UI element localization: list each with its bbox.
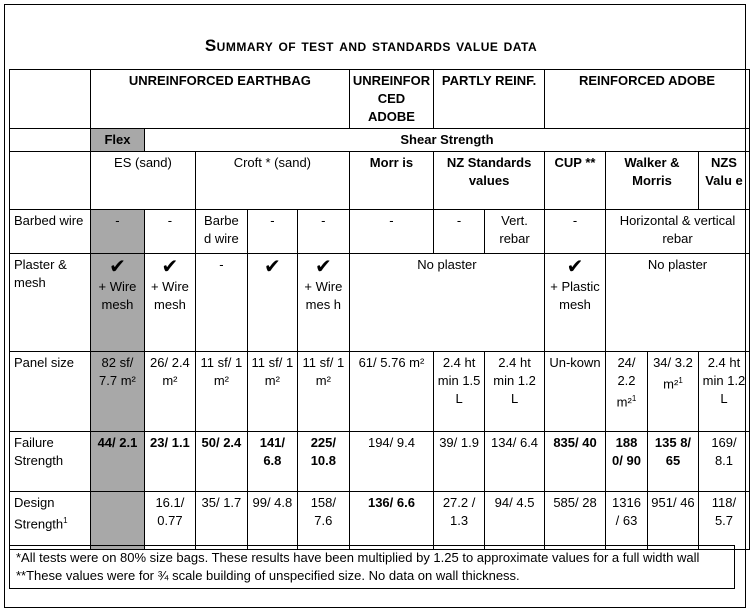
table-cell: 82 sf/ 7.7 m² — [90, 352, 144, 432]
cell-text: + Wire mesh — [150, 279, 189, 312]
checkmark-icon: ✔ — [109, 256, 126, 278]
source-nz-standards: NZ Standards values — [434, 152, 545, 210]
row-label-panel-size: Panel size — [10, 352, 91, 432]
group-reinforced-adobe: REINFORCED ADOBE — [545, 70, 750, 129]
table-cell — [90, 492, 144, 550]
shear-strength-header: Shear Strength — [144, 129, 749, 152]
table-cell: 118/ 5.7 — [698, 492, 749, 550]
cell-text: + Wire mes h — [304, 279, 343, 312]
table-cell: Horizontal & vertical rebar — [606, 210, 750, 254]
table-cell: - — [349, 210, 433, 254]
table-cell: 11 sf/ 1 m² — [297, 352, 349, 432]
table-cell: 16.1/ 0.77 — [144, 492, 195, 550]
row-label-plaster-mesh: Plaster & mesh — [10, 254, 91, 352]
table-cell: 61/ 5.76 m² — [349, 352, 433, 432]
checkmark-icon: ✔ — [566, 256, 584, 278]
table-cell — [545, 254, 606, 352]
table-cell: 158/ 7.6 — [297, 492, 349, 550]
table-cell: 2.4 ht min 1.2 L — [485, 352, 545, 432]
footnote-marker: 1 — [678, 376, 683, 385]
table-cell: 23/ 1.1 — [144, 432, 195, 492]
table-cell: - — [90, 210, 144, 254]
source-morris: Morr is — [349, 152, 433, 210]
table-cell: - — [545, 210, 606, 254]
table-cell: 44/ 2.1 — [90, 432, 144, 492]
checkmark-icon: ✔ — [161, 256, 179, 278]
table-cell: Barbe d wire — [195, 210, 247, 254]
checkmark-icon: ✔ — [314, 256, 332, 278]
table-cell: - — [297, 210, 349, 254]
source-nzs: NZS Valu e — [698, 152, 749, 210]
table-cell: 11 sf/ 1 m² — [247, 352, 297, 432]
table-cell — [606, 352, 648, 432]
group-unreinforced-earthbag: UNREINFORCED EARTHBAG — [90, 70, 349, 129]
footnote-marker: 1 — [631, 394, 637, 403]
table-cell: 136/ 6.6 — [349, 492, 433, 550]
table-cell — [90, 254, 144, 352]
table-cell: 39/ 1.9 — [434, 432, 485, 492]
corner-cell — [10, 70, 91, 129]
table-cell: Un-kown — [545, 352, 606, 432]
table-cell: 835/ 40 — [545, 432, 606, 492]
table-cell: 135 8/ 65 — [647, 432, 698, 492]
checkmark-icon: ✔ — [263, 256, 281, 278]
cell-text: Design Strength — [14, 495, 64, 532]
table-cell: - — [247, 210, 297, 254]
page-title: Summary of test and standards value data — [204, 36, 538, 55]
table-cell: 99/ 4.8 — [247, 492, 297, 550]
table-cell — [647, 352, 698, 432]
table-cell: 225/ 10.8 — [297, 432, 349, 492]
table-cell: No plaster — [349, 254, 544, 352]
table-cell — [297, 254, 349, 352]
footnotes — [9, 545, 735, 589]
table-cell: 134/ 6.4 — [485, 432, 545, 492]
source-cup: CUP ** — [545, 152, 606, 210]
table-cell — [144, 254, 195, 352]
source-es: ES (sand) — [90, 152, 195, 210]
cell-text: 24/ 2.2 m² — [616, 355, 636, 410]
table-cell: 35/ 1.7 — [195, 492, 247, 550]
table-cell: 2.4 ht min 1.2 L — [698, 352, 749, 432]
table-cell: 141/ 6.8 — [247, 432, 297, 492]
empty-label-cell — [10, 152, 91, 210]
cell-text: 34/ 3.2 m² — [653, 355, 693, 392]
source-croft: Croft * (sand) — [195, 152, 349, 210]
footnote-marker: 1 — [63, 516, 68, 525]
table-cell: 94/ 4.5 — [485, 492, 545, 550]
table-cell: 1316 / 63 — [606, 492, 648, 550]
table-cell: 951/ 46 — [647, 492, 698, 550]
footnote-2: **These values were for ¾ scale building of unspecified size. No data on wall thickness. — [16, 568, 520, 583]
row-label-barbed-wire: Barbed wire — [10, 210, 91, 254]
row-label-design-strength — [10, 492, 91, 550]
table-cell — [247, 254, 297, 352]
empty-label-cell — [10, 129, 91, 152]
table-cell: 188 0/ 90 — [606, 432, 648, 492]
footnote-1: *All tests were on 80% size bags. These results have been multiplied by 1.25 to approximate values for a full width wall — [16, 550, 700, 565]
table-cell: 194/ 9.4 — [349, 432, 433, 492]
cell-text: + Plastic mesh — [550, 279, 600, 312]
table-cell: 2.4 ht min 1.5 L — [434, 352, 485, 432]
table-cell: Vert. rebar — [485, 210, 545, 254]
table-cell: - — [195, 254, 247, 352]
summary-table — [9, 69, 750, 550]
table-cell: - — [144, 210, 195, 254]
group-partly-reinforced: PARTLY REINF. — [434, 70, 545, 129]
row-label-failure-strength: Failure Strength — [10, 432, 91, 492]
table-cell: 169/ 8.1 — [698, 432, 749, 492]
table-cell: 50/ 2.4 — [195, 432, 247, 492]
table-cell: 585/ 28 — [545, 492, 606, 550]
table-cell: 26/ 2.4 m² — [144, 352, 195, 432]
flex-header: Flex — [90, 129, 144, 152]
group-unreinforced-adobe: UNREINFOR CED ADOBE — [349, 70, 433, 129]
table-cell: - — [434, 210, 485, 254]
source-walker-morris: Walker & Morris — [606, 152, 699, 210]
cell-text: + Wire mesh — [98, 279, 137, 312]
table-cell: No plaster — [606, 254, 750, 352]
table-cell: 27.2 / 1.3 — [434, 492, 485, 550]
table-cell: 11 sf/ 1 m² — [195, 352, 247, 432]
